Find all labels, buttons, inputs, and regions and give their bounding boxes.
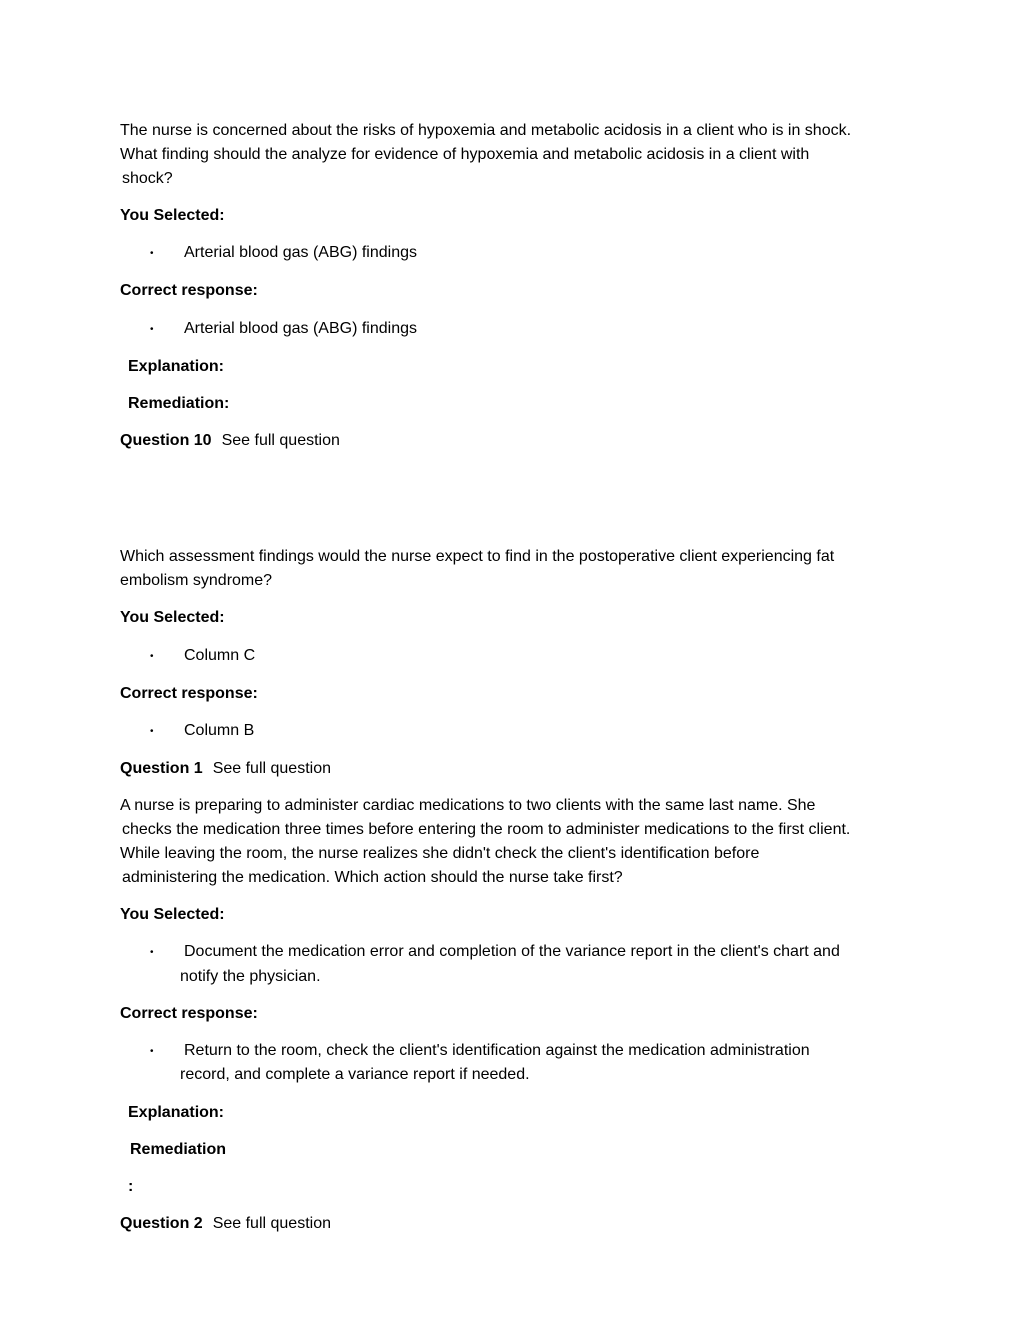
question-header [120, 757, 331, 781]
see-full-question-link[interactable]: See full question [221, 432, 340, 449]
question-text-line: administering the medication. Which action should the nurse take first? [122, 869, 623, 886]
question-text-line: A nurse is preparing to administer cardiac medications to two clients with the same last name. She [120, 797, 816, 814]
correct-response-label: Correct response: [120, 1005, 258, 1022]
question-header [120, 1212, 331, 1236]
see-full-question-link[interactable]: See full question [212, 1215, 331, 1232]
you-selected-label: You Selected: [120, 609, 225, 626]
question-header [120, 429, 340, 453]
selected-answer: Column C [184, 647, 256, 664]
bullet-icon: • [150, 726, 154, 737]
question-text-line: While leaving the room, the nurse realizes she didn't check the client's identification before [120, 845, 760, 862]
correct-response-label: Correct response: [120, 282, 258, 299]
you-selected-label: You Selected: [120, 207, 225, 224]
selected-answer-line: Document the medication error and completion of the variance report in the client's chart and [184, 943, 840, 960]
bullet-icon: • [150, 947, 154, 958]
question-number: Question 2 [120, 1215, 203, 1232]
correct-answer-line: Return to the room, check the client's identification against the medication administration [184, 1042, 810, 1059]
question-number: Question 1 [120, 760, 203, 777]
you-selected-label: You Selected: [120, 906, 225, 923]
correct-answer: Arterial blood gas (ABG) findings [184, 320, 417, 337]
remediation-colon: : [128, 1178, 134, 1195]
bullet-icon: • [150, 1046, 154, 1057]
question-number: Question 10 [120, 432, 212, 449]
question-text-line: The nurse is concerned about the risks of hypoxemia and metabolic acidosis in a client who is in shock. [120, 122, 852, 139]
explanation-label: Explanation: [128, 358, 225, 375]
question-text-line: What finding should the analyze for evidence of hypoxemia and metabolic acidosis in a client with [120, 146, 810, 163]
selected-answer: Arterial blood gas (ABG) findings [184, 244, 417, 261]
question-text-line: shock? [122, 170, 173, 187]
bullet-icon: • [150, 651, 154, 662]
question-text-line: embolism syndrome? [120, 572, 273, 589]
correct-answer-line: record, and complete a variance report if needed. [180, 1066, 530, 1083]
question-text-line: Which assessment findings would the nurse expect to find in the postoperative client experiencing fat [120, 548, 835, 565]
selected-answer-line: notify the physician. [180, 968, 321, 985]
bullet-icon: • [150, 324, 154, 335]
bullet-icon: • [150, 248, 154, 259]
remediation-label: Remediation [130, 1141, 227, 1158]
explanation-label: Explanation: [128, 1104, 225, 1121]
remediation-label: Remediation: [128, 395, 230, 412]
correct-answer: Column B [184, 722, 255, 739]
correct-response-label: Correct response: [120, 685, 258, 702]
see-full-question-link[interactable]: See full question [212, 760, 331, 777]
question-text-line: checks the medication three times before entering the room to administer medications to the first client. [122, 821, 851, 838]
